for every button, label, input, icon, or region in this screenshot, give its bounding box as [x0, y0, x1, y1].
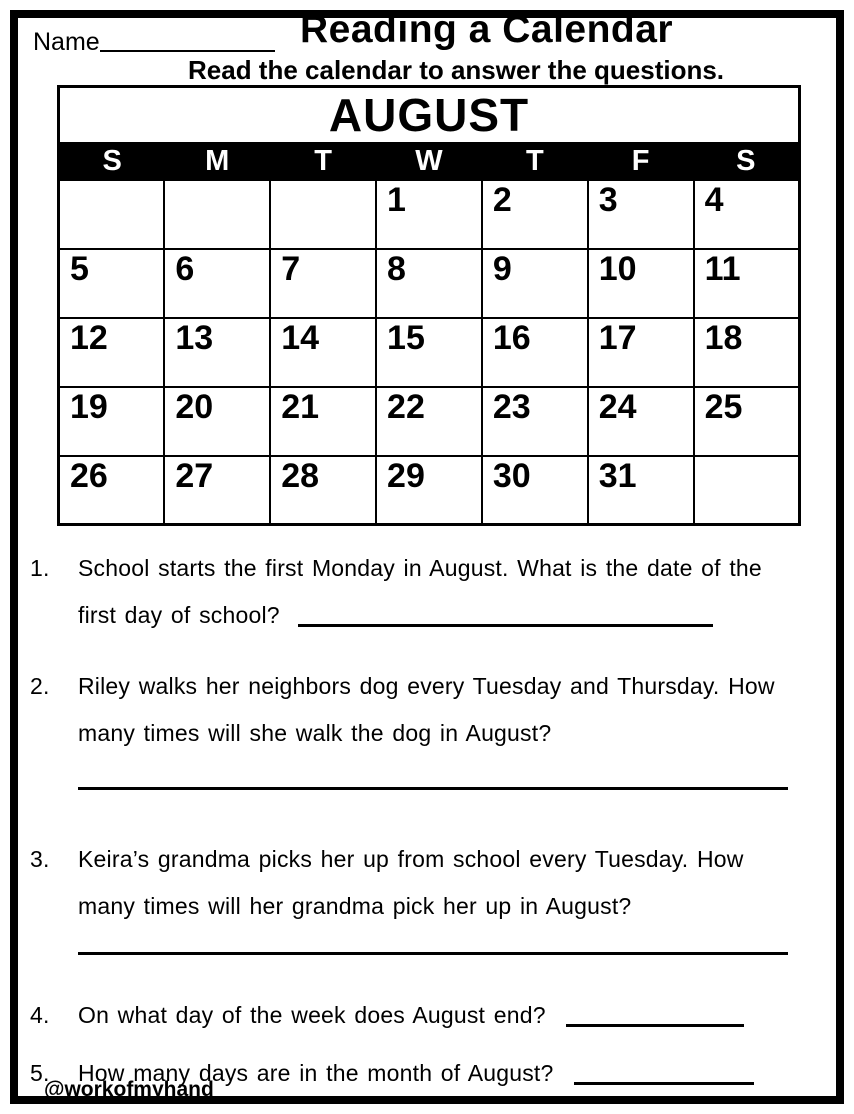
week-row-1 [59, 180, 800, 249]
answer-blank-4[interactable] [566, 1023, 744, 1027]
weekday-header-saturday: S [694, 144, 800, 180]
weekday-header-sunday: S [59, 144, 165, 180]
weekday-header-thursday: T [482, 144, 588, 180]
day-cell: 30 [482, 456, 588, 525]
day-cell: 18 [694, 318, 800, 387]
answer-blank-3[interactable] [78, 952, 788, 955]
day-cell: 23 [482, 387, 588, 456]
day-cell: 10 [588, 249, 694, 318]
question-2-text: Riley walks her neighbors dog every Tuesday and Thursday. How many times will she walk the dog in August? [78, 673, 775, 746]
week-row-5 [59, 456, 800, 525]
day-cell: 1 [376, 180, 482, 249]
instructions-text: Read the calendar to answer the questions. [188, 55, 725, 85]
day-cell: 7 [270, 249, 376, 318]
day-cell: 6 [164, 249, 270, 318]
day-cell: 25 [694, 387, 800, 456]
weekday-header-friday: F [588, 144, 694, 180]
day-cell-empty [164, 180, 270, 249]
week-row-2 [59, 249, 800, 318]
answer-blank-2[interactable] [78, 787, 788, 790]
question-5-number: 5. [30, 1060, 50, 1086]
day-cell: 27 [164, 456, 270, 525]
question-1-text-block [78, 545, 790, 639]
name-blank-line[interactable] [100, 50, 275, 52]
day-cell: 21 [270, 387, 376, 456]
day-cell: 16 [482, 318, 588, 387]
day-cell-empty [59, 180, 165, 249]
weekday-header-tuesday: T [270, 144, 376, 180]
answer-blank-1[interactable] [298, 623, 713, 627]
month-row [59, 87, 800, 144]
week-row-4 [59, 387, 800, 456]
page-title: Reading a Calendar [300, 8, 674, 51]
answer-blank-5[interactable] [574, 1081, 754, 1085]
day-cell-empty [270, 180, 376, 249]
day-cell: 8 [376, 249, 482, 318]
day-cell: 14 [270, 318, 376, 387]
calendar-table [57, 85, 801, 526]
question-1-number: 1. [30, 555, 50, 581]
week-row-3 [59, 318, 800, 387]
day-cell: 17 [588, 318, 694, 387]
question-2-text-block [78, 663, 790, 790]
day-cell: 13 [164, 318, 270, 387]
day-cell: 9 [482, 249, 588, 318]
question-3 [30, 836, 794, 955]
question-4 [30, 992, 794, 1039]
question-3-text-block [78, 836, 790, 955]
question-4-text-block [78, 992, 790, 1039]
day-cell: 19 [59, 387, 165, 456]
question-3-number: 3. [30, 846, 50, 872]
day-cell: 2 [482, 180, 588, 249]
day-cell: 20 [164, 387, 270, 456]
question-1-text: School starts the first Monday in August. What is the date of the first day of school? [78, 555, 762, 628]
question-1 [30, 545, 794, 639]
weekday-header-monday: M [164, 144, 270, 180]
day-cell: 31 [588, 456, 694, 525]
question-4-number: 4. [30, 1002, 50, 1028]
day-cell: 4 [694, 180, 800, 249]
question-3-text: Keira’s grandma picks her up from school every Tuesday. How many times will her grandma pick her up in August? [78, 846, 744, 919]
day-cell: 15 [376, 318, 482, 387]
day-cell: 5 [59, 249, 165, 318]
day-cell: 24 [588, 387, 694, 456]
credit-watermark: @workofmyhand [44, 1078, 214, 1101]
name-label: Name [33, 28, 100, 56]
question-5-text: How many days are in the month of August? [78, 1060, 554, 1086]
question-2-number: 2. [30, 673, 50, 699]
day-cell-empty [694, 456, 800, 525]
day-cell: 29 [376, 456, 482, 525]
day-cell: 28 [270, 456, 376, 525]
day-cell: 11 [694, 249, 800, 318]
name-row [33, 28, 275, 57]
month-title: AUGUST [59, 87, 800, 144]
weekday-header-wednesday: W [376, 144, 482, 180]
day-cell: 26 [59, 456, 165, 525]
weekday-header-row [59, 144, 800, 180]
day-cell: 22 [376, 387, 482, 456]
question-4-text: On what day of the week does August end? [78, 1002, 546, 1028]
question-2 [30, 663, 794, 790]
day-cell: 3 [588, 180, 694, 249]
day-cell: 12 [59, 318, 165, 387]
